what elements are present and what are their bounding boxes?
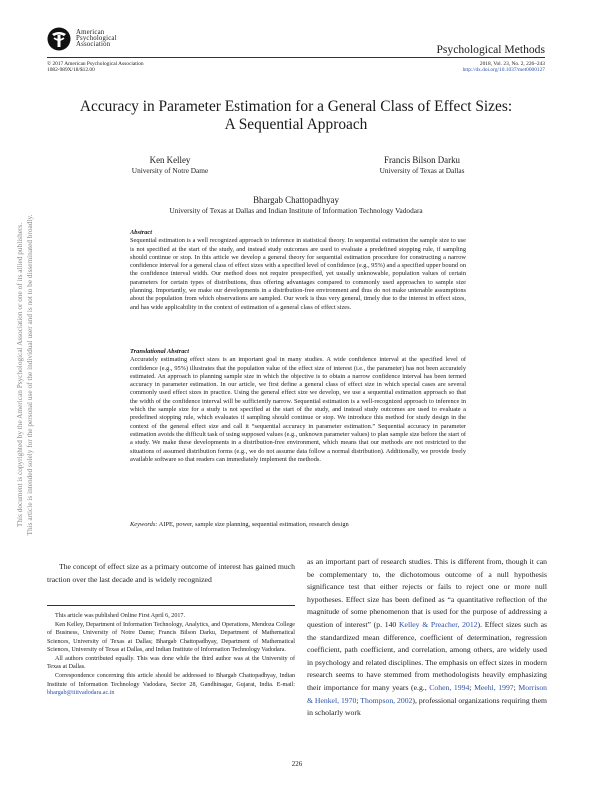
footnote-text: Correspondence concerning this article should be addressed to Bhargab Chattopadhyay, Indian Institute of Information Technology Vadodara, Sector 28, Gandhinagar, Gujarat, India. E-mail: — [47, 673, 295, 688]
sidebar-line-2: This article is intended solely for the personal use of the individual user and is not to be disseminated broadly. — [25, 214, 34, 536]
author-1 — [95, 155, 245, 175]
footnote-4 — [47, 672, 295, 697]
body-text: ), professional organizations requiring them in scholarly work — [307, 695, 548, 718]
separator: ; — [469, 682, 475, 692]
title-line-2: A Sequential Approach — [224, 116, 368, 133]
header-meta-left — [47, 61, 144, 74]
header-meta-right — [463, 61, 545, 74]
logo-line-3: Association — [76, 41, 111, 49]
citation-link[interactable]: Morrison & Henkel, 1970 — [307, 682, 548, 705]
author-2 — [342, 155, 502, 175]
apa-logo-text — [76, 30, 117, 49]
author-affiliation: University of Notre Dame — [131, 166, 209, 175]
author-name: Bhargab Chattopadhyay — [253, 195, 339, 205]
logo-line-1: American — [76, 29, 105, 36]
email-link[interactable]: bhargab@iiitvadodara.ac.in — [47, 689, 115, 696]
citation-link[interactable]: Thompson, 2002 — [360, 695, 413, 705]
journal-name: Psychological Methods — [436, 43, 545, 56]
translational-heading: Translational Abstract — [130, 348, 190, 355]
citation: 2018, Vol. 23, No. 2, 226–243 — [479, 61, 545, 67]
author-name: Ken Kelley — [149, 155, 191, 165]
author-affiliation: University of Texas at Dallas and Indian Institute of Information Technology Vadodara — [169, 206, 423, 215]
body-left-column: The concept of effect size as a primary outcome of interest has gained much traction over the last decade and is widely recognized — [47, 562, 295, 584]
citation-link[interactable]: Cohen, 1994 — [429, 682, 470, 692]
footnote-2: Ken Kelley, Department of Information Technology, Analytics, and Operations, Mendoza College of Business, University of Notre Dame; Francis Bilson Darku, Department of Mathematical Sciences, University of Texas at Dallas; Bhargab Chattopadhyay, Department of Mathematical Sciences, University of Texas at Dallas, and Indian Institute of Information Technology Vadodara. — [47, 622, 295, 653]
author-affiliation: University of Texas at Dallas — [379, 166, 465, 175]
logo-line-2: Psychological — [76, 35, 117, 43]
issn: 1082-989X/18/$12.00 — [47, 67, 95, 74]
page-number: 226 — [291, 760, 303, 768]
footnote-1: This article was published Online First April 6, 2017. — [55, 613, 185, 619]
article-title — [47, 98, 545, 134]
header-rule — [47, 57, 545, 58]
citation-link[interactable]: Meehl, 1997 — [474, 682, 514, 692]
keywords-text: AIPE, power, sample size planning, sequential estimation, research design — [158, 521, 349, 528]
footnotes — [47, 612, 295, 698]
translational-abstract — [130, 348, 466, 464]
copyright: © 2017 American Psychological Association — [47, 61, 144, 67]
author-3 — [47, 195, 545, 215]
keywords-label: Keywords: — [130, 521, 158, 528]
keywords — [130, 521, 466, 528]
abstract-text: Sequential estimation is a well recognized approach to inference in statistical theory. In sequential estimation the sample size to use is not specified at the start of the study, and instead study outcomes are used to evaluate a predefined stopping rule, if sampling should continue or stop. In this article we develop a general theory for sequential estimation procedure for constructing a narrow confidence interval for a general class of effect sizes with a specified level of confidence (e.g., 95%) and a specified upper bound on the confidence interval width. Our method does not require prespecified, yet usually unknowable, population values of certain parameters for certain types of distributions, thus offering advantages compared to commonly used approaches to sample size planning. Importantly, we make our developments in a distribution-free environment and thus do not make untenable assumptions about the population from which observations are sampled. Our work is thus very general, timely due to the interest in effect sizes, and has wide applicability in the context of estimation of a general class of effect sizes. — [130, 237, 466, 311]
citation-link[interactable]: Kelley & Preacher, 2012 — [399, 619, 478, 629]
abstract-heading: Abstract — [130, 229, 153, 236]
separator: ; — [356, 695, 361, 705]
body-text: as an important part of research studies. This is different from, though it can be complementary to, the dichotomous outcome of a null hypothesis significance test that either rejects or fails to reject one or more null hypotheses. Effect size has been defined as “a quantitative reflection of the magnitude of some phenomenon that is used for the purpose of addressing a question of interest” (p. 140 — [307, 557, 547, 629]
translational-text: Accurately estimating effect sizes is an important goal in many studies. A wide confidence interval at the specified level of confidence (e.g., 95%) illustrates that the population value of the effect size of interest (i.e., the parameter) has not been accurately estimated. An approach to planning sample size in which the objective is to obtain a narrow confidence interval has been termed accuracy in parameter estimation. In our article, we first define a general class of effect size in which special cases are several commonly used effect sizes in practice. Using the general effect size we develop, we use a sequential estimation approach so that the width of the confidence interval will be sufficiently narrow. Sequential estimation is a well-recognized approach to inference in which the sample size for a study is not specified at the start of the study, and instead study outcomes are used to evaluate a predefined stopping rule, which evaluates if sampling should continue or stop. We introduce this method for study design in the context of the general effect size and call it “sequential accuracy in parameter estimation.” Sequential accuracy in parameter estimation avoids the difficult task of using supposed values (e.g., unknown parameter values) to plan sample size before the start of a study. We make these developments in a distribution-free environment, which means that our methods are not restricted to the situations of assumed distribution forms (e.g., we do not assume data follow a normal distribution). Additionally, we provide freely available software so that readers can immediately implement the methods. — [130, 356, 466, 463]
abstract — [130, 229, 466, 312]
footnote-3: All authors contributed equally. This was done while the third author was at the University of Texas at Dallas. — [47, 656, 295, 671]
body-text: ). Effect sizes such as the standardized mean difference, coefficient of determination, regression coefficient, path coefficient, and correlation, among others, are widely used in psychology and related disciplines. The emphasis on effect sizes in modern research seems to have stemmed from methodologists heavily emphasizing their importance for many years (e.g., — [307, 619, 547, 692]
apa-logo-icon — [47, 27, 71, 51]
doi-link[interactable]: http://dx.doi.org/10.1037/met0000127 — [462, 67, 545, 74]
footnote-rule — [47, 605, 295, 606]
body-right-column — [307, 556, 547, 720]
title-line-1: Accuracy in Parameter Estimation for a General Class of Effect Sizes: — [79, 98, 513, 115]
copyright-sidebar — [15, 115, 35, 635]
author-name: Francis Bilson Darku — [384, 155, 460, 165]
separator: ; — [513, 682, 519, 692]
sidebar-line-1: This document is copyrighted by the American Psychological Association or one of its allied publishers. — [15, 222, 24, 528]
